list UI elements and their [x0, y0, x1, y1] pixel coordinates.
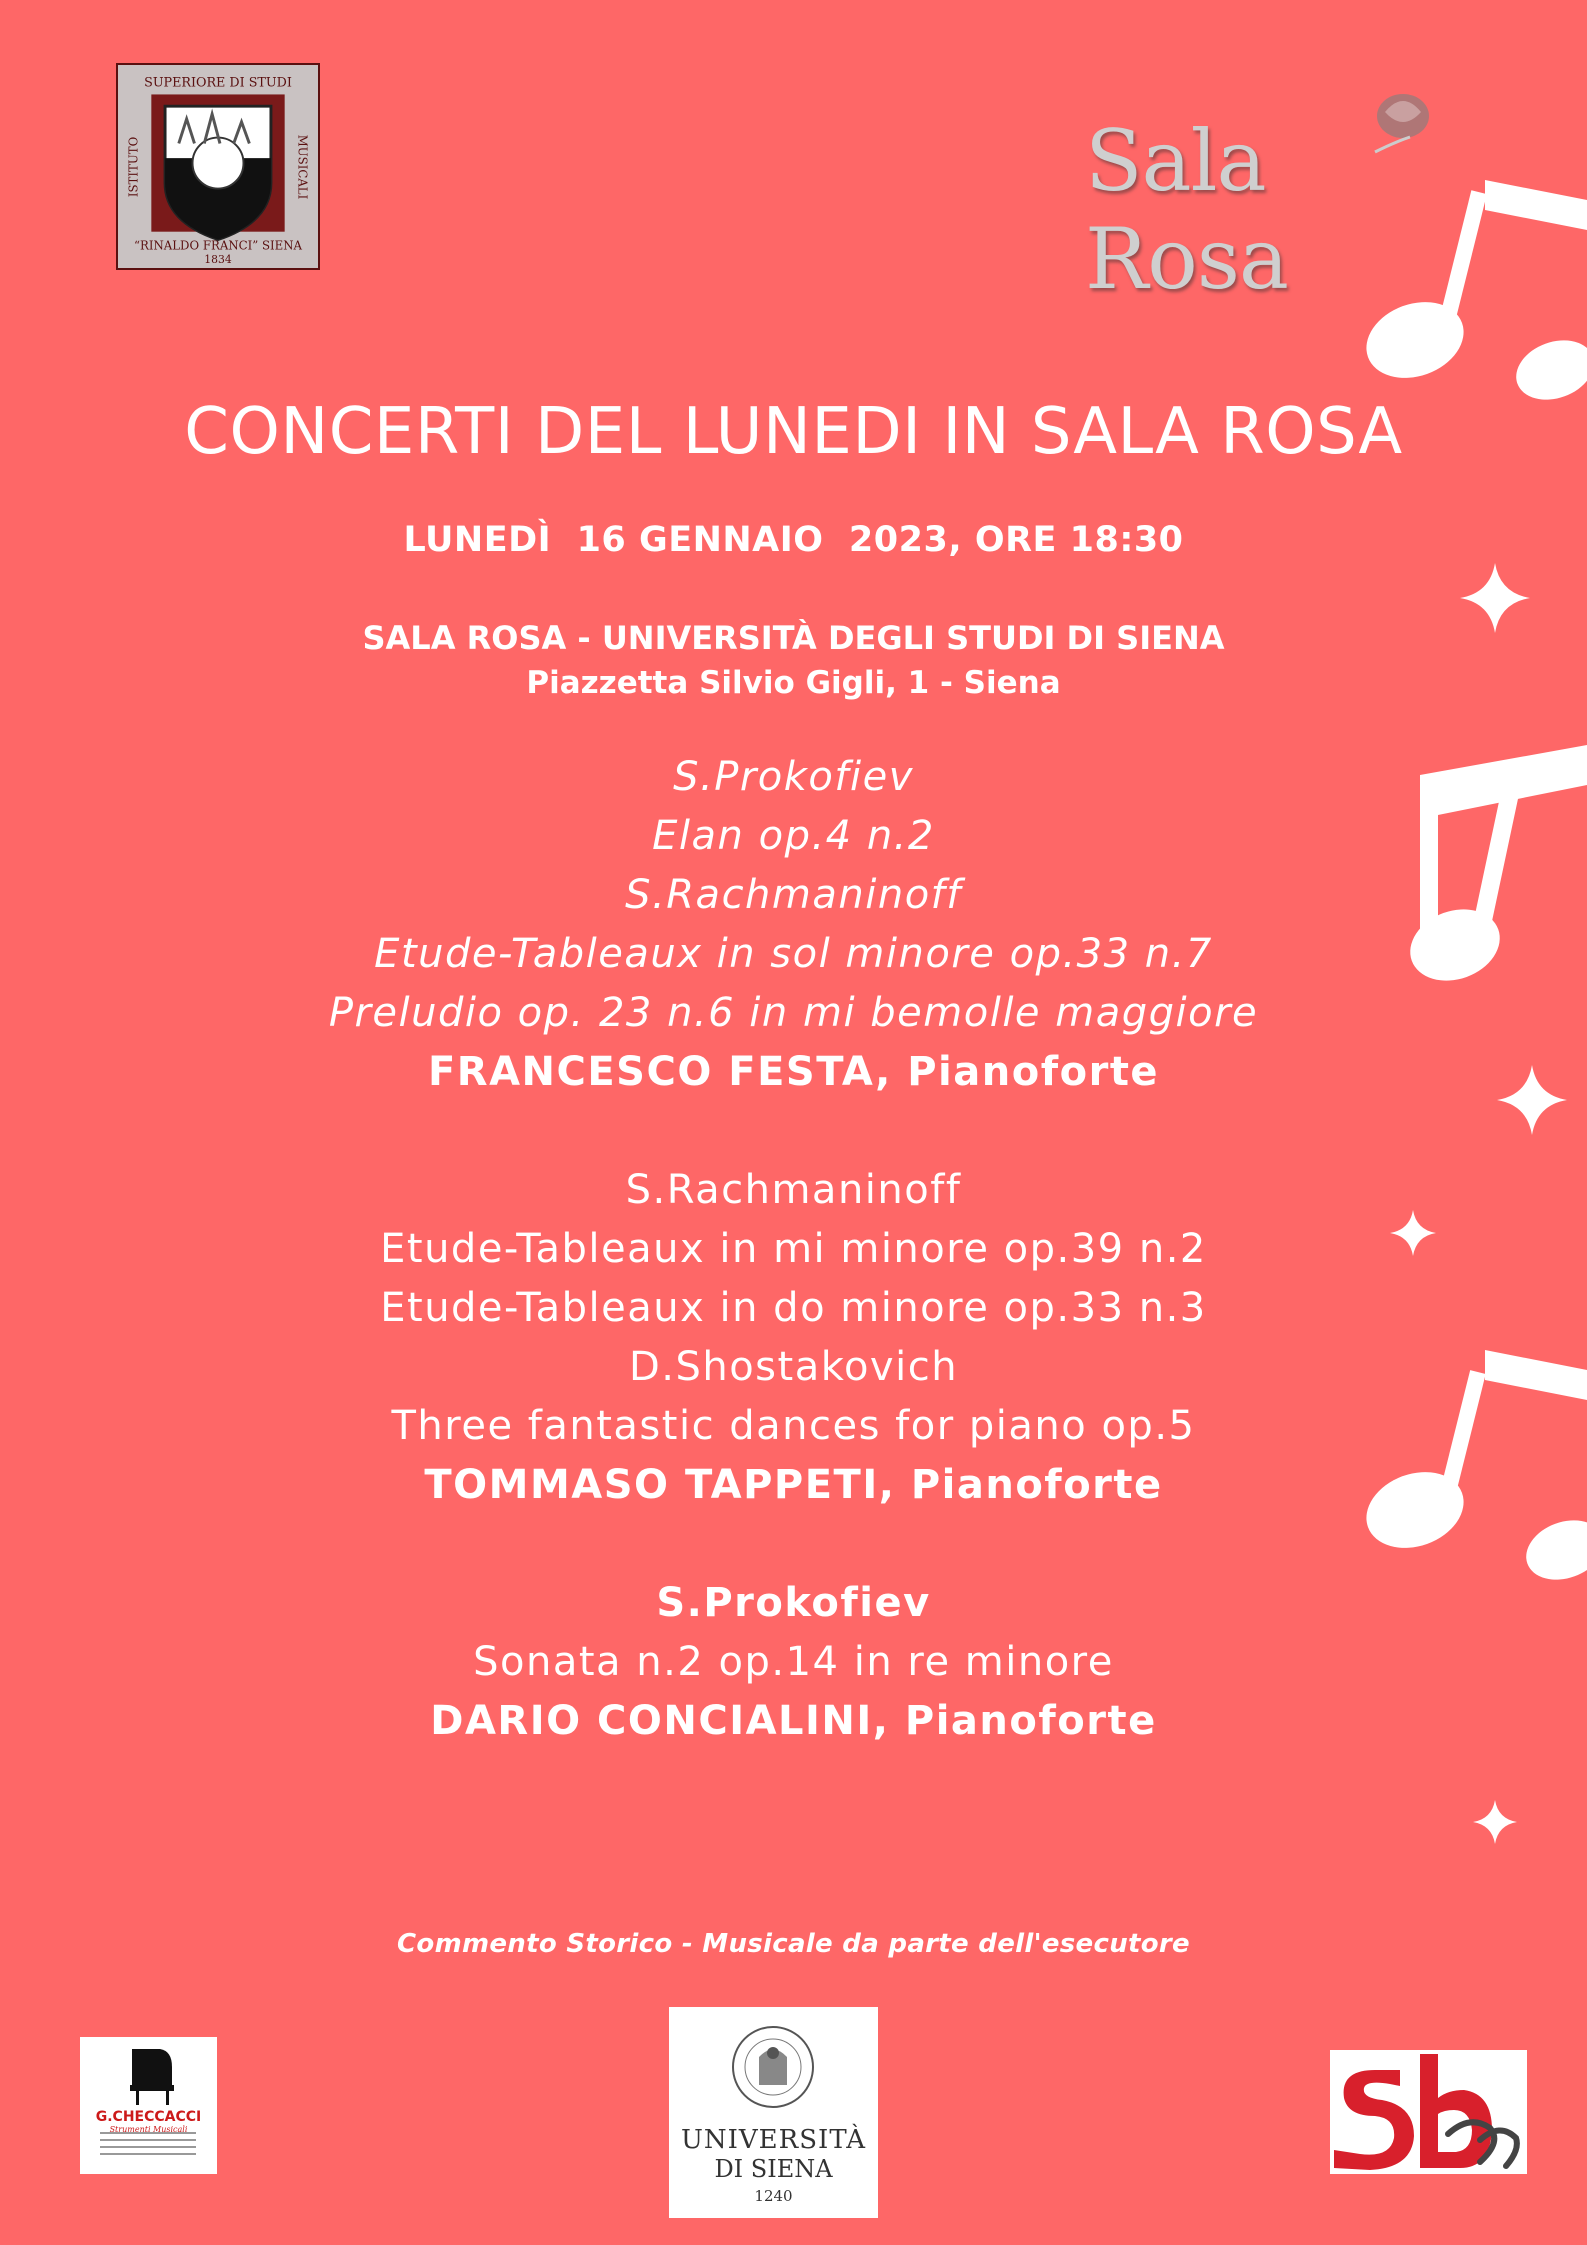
- program-line: Etude-Tableaux in do minore op.33 n.3: [380, 1285, 1207, 1331]
- commento-note: Commento Storico - Musicale da parte dell'esecutore: [397, 1929, 1190, 1959]
- uni-name-line2: DI SIENA: [714, 2155, 833, 2183]
- program-line: S.Prokofiev: [656, 1580, 931, 1626]
- spacer: [0, 1102, 1587, 1161]
- istituto-year-text: 1834: [204, 253, 232, 267]
- checcacci-logo: [80, 2037, 217, 2174]
- performer-name: TOMMASO TAPPETI, Pianoforte: [424, 1462, 1163, 1508]
- istituto-right-text: MUSICALI: [295, 134, 310, 200]
- istituto-crest-icon: [118, 65, 318, 268]
- sala-rosa-logo: Sala Rosa: [1085, 112, 1289, 308]
- universita-siena-logo: [669, 2007, 878, 2218]
- istituto-top-text: SUPERIORE DI STUDI: [144, 75, 292, 91]
- music-note-icon: [1355, 160, 1587, 400]
- sba-logo-icon: [1330, 2050, 1527, 2174]
- event-venue: SALA ROSA - UNIVERSITÀ DEGLI STUDI DI SIENA: [362, 619, 1225, 657]
- event-date: LUNEDÌ 16 GENNAIO 2023, ORE 18:30: [403, 520, 1184, 560]
- program-line: S.Rachmaninoff: [625, 872, 962, 918]
- uni-year: 1240: [754, 2187, 793, 2205]
- program: [0, 748, 1587, 1751]
- program-line: Etude-Tableaux in mi minore op.39 n.2: [380, 1226, 1207, 1272]
- sparkle-icon: [1473, 1800, 1517, 1844]
- istituto-logo: [116, 63, 320, 270]
- performer-name: FRANCESCO FESTA, Pianoforte: [427, 1049, 1160, 1095]
- sponsor-subtitle: Strumenti Musicali: [109, 2125, 188, 2134]
- concert-series-title: CONCERTI DEL LUNEDI IN SALA ROSA: [184, 395, 1403, 469]
- rose-icon: [1355, 82, 1445, 162]
- program-line: Three fantastic dances for piano op.5: [391, 1403, 1196, 1449]
- program-line: Preludio op. 23 n.6 in mi bemolle maggiore: [328, 990, 1259, 1036]
- program-line: Sonata n.2 op.14 in re minore: [473, 1639, 1114, 1685]
- istituto-left-text: ISTITUTO: [126, 136, 141, 198]
- event-address: Piazzetta Silvio Gigli, 1 - Siena: [526, 665, 1061, 701]
- spacer: [0, 1515, 1587, 1574]
- istituto-bottom-text: “RINALDO FRANCI” SIENA: [133, 238, 303, 253]
- program-line: S.Prokofiev: [673, 754, 914, 800]
- program-line: S.Rachmaninoff: [625, 1167, 962, 1213]
- uni-name-line1: UNIVERSITÀ: [680, 2125, 867, 2155]
- performer-name: DARIO CONCIALINI, Pianoforte: [430, 1698, 1157, 1744]
- program-line: Elan op.4 n.2: [652, 813, 935, 859]
- sponsor-name: G.CHECCACCI: [95, 2109, 202, 2125]
- program-line: D.Shostakovich: [628, 1344, 959, 1390]
- piano-icon: [80, 2037, 217, 2174]
- sba-logo: [1330, 2050, 1527, 2174]
- program-line: Etude-Tableaux in sol minore op.33 n.7: [374, 931, 1213, 977]
